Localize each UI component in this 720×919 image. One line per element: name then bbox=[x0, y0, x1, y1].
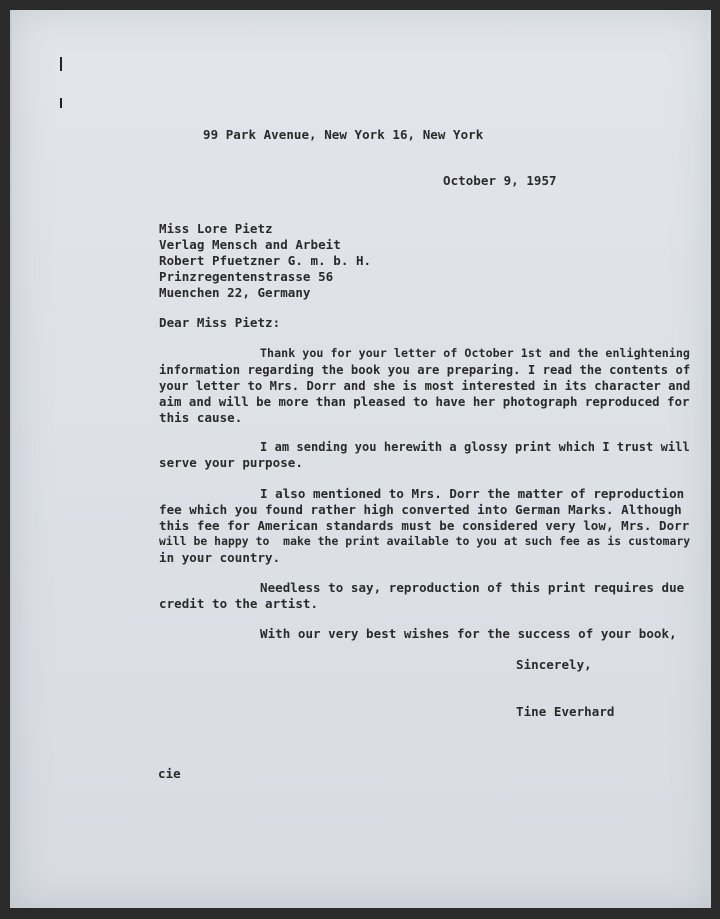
recipient-line: Robert Pfuetzner G. m. b. H. bbox=[159, 253, 372, 268]
punch-mark-bottom bbox=[60, 98, 62, 108]
recipient-line: Muenchen 22, Germany bbox=[159, 285, 311, 300]
address-line: 99 Park Avenue, New York 16, New York bbox=[203, 127, 484, 142]
paragraph-line: Thank you for your letter of October 1st and the enlightening bbox=[260, 346, 690, 360]
paragraph-line: With our very best wishes for the success of your book, bbox=[260, 626, 677, 641]
signature-name: Tine Everhard bbox=[516, 704, 615, 719]
salutation: Dear Miss Pietz: bbox=[159, 315, 281, 330]
paragraph-line: I am sending you herewith a glossy print which I trust will bbox=[260, 440, 690, 454]
typist-initials: cie bbox=[158, 766, 181, 781]
paragraph-line: information regarding the book you are preparing. I read the contents of bbox=[159, 363, 691, 377]
recipient-line: Miss Lore Pietz bbox=[159, 221, 273, 236]
letter-date: October 9, 1957 bbox=[443, 173, 557, 188]
paragraph-line: credit to the artist. bbox=[159, 596, 319, 611]
punch-mark-top bbox=[60, 57, 62, 71]
paragraph-line: your letter to Mrs. Dorr and she is most interested in its character and bbox=[159, 379, 691, 393]
recipient-line: Verlag Mensch and Arbeit bbox=[159, 237, 341, 252]
letter-page bbox=[10, 10, 711, 908]
paragraph-line: aim and will be more than pleased to have her photograph reproduced for bbox=[159, 395, 690, 409]
paragraph-line: this fee for American standards must be considered very low, Mrs. Dorr bbox=[159, 518, 690, 533]
paragraph-line: fee which you found rather high converted into German Marks. Although bbox=[159, 502, 682, 517]
paragraph-line: will be happy to make the print available to you at such fee as is customary bbox=[159, 534, 691, 548]
paragraph-line: I also mentioned to Mrs. Dorr the matter of reproduction bbox=[260, 486, 685, 501]
paragraph-line: serve your purpose. bbox=[159, 455, 303, 470]
recipient-line: Prinzregentenstrasse 56 bbox=[159, 269, 334, 284]
closing: Sincerely, bbox=[516, 657, 592, 672]
paragraph-line: Needless to say, reproduction of this print requires due bbox=[260, 580, 685, 595]
paragraph-line: in your country. bbox=[159, 550, 281, 565]
paragraph-line: this cause. bbox=[159, 410, 243, 425]
